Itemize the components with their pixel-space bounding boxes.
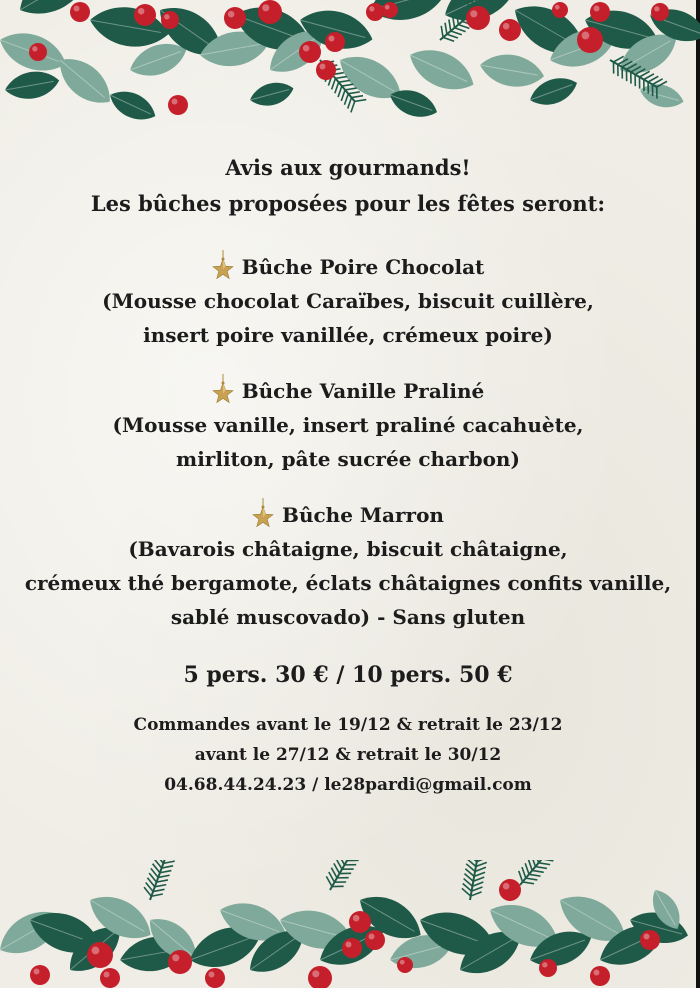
buche-name-text: Bûche Marron xyxy=(282,503,444,527)
holly-berry-icon xyxy=(168,95,188,115)
pine-sprig-icon xyxy=(321,860,371,895)
berry-highlight xyxy=(503,23,510,30)
gold-star-ornament-icon xyxy=(212,250,234,280)
berry-highlight xyxy=(312,970,319,977)
holly-berry-icon xyxy=(325,32,345,52)
berry-highlight xyxy=(555,5,560,10)
berry-highlight xyxy=(346,942,352,948)
holly-berry-icon xyxy=(651,3,669,21)
berry-highlight xyxy=(644,934,650,940)
holly-berry-icon xyxy=(100,968,120,988)
holly-berry-icon xyxy=(224,7,246,29)
berry-highlight xyxy=(320,64,326,70)
intro-heading xyxy=(0,150,696,222)
holly-berry-icon xyxy=(499,879,521,901)
buche-name xyxy=(0,250,696,284)
berry-highlight xyxy=(34,969,40,975)
holly-berry-icon xyxy=(365,930,385,950)
holly-berry-icon xyxy=(552,2,568,18)
order-deadline-line-1: Commandes avant le 19/12 & retrait le 23/12 xyxy=(133,715,563,735)
holly-garland-bottom xyxy=(0,860,700,988)
price-line: 5 pers. 30 € / 10 pers. 50 € xyxy=(183,662,513,688)
gold-star-ornament-icon xyxy=(212,374,234,404)
berry-highlight xyxy=(594,970,600,976)
berry-highlight xyxy=(503,883,510,890)
berry-highlight xyxy=(470,10,477,17)
buche-detail-line: (Mousse chocolat Caraïbes, biscuit cuillère, xyxy=(102,289,594,313)
holly-berry-icon xyxy=(397,957,413,973)
berry-highlight xyxy=(172,99,178,105)
order-deadline-line-2: avant le 27/12 & retrait le 30/12 xyxy=(194,745,502,765)
holly-berry-icon xyxy=(640,930,660,950)
holly-berry-icon xyxy=(30,965,50,985)
berry-highlight xyxy=(262,4,269,11)
berry-highlight xyxy=(369,6,374,11)
buche-detail-line: insert poire vanillée, crémeux poire) xyxy=(143,323,553,347)
buche-detail-line: mirliton, pâte sucrée charbon) xyxy=(176,447,520,471)
pine-sprig-icon xyxy=(460,860,490,902)
holly-berry-icon xyxy=(308,966,332,988)
holly-berry-icon xyxy=(577,27,603,53)
contact-line: 04.68.44.24.23 / le28pardi@gmail.com xyxy=(164,775,532,795)
buche-name xyxy=(0,498,696,532)
holly-berry-icon xyxy=(342,938,362,958)
berry-highlight xyxy=(164,14,169,19)
berry-highlight xyxy=(303,45,310,52)
holly-berry-icon xyxy=(590,2,610,22)
holly-berry-icon xyxy=(161,11,179,29)
holly-berry-icon xyxy=(134,4,156,26)
holly-berry-icon xyxy=(258,0,282,24)
berry-highlight xyxy=(329,36,335,42)
berry-highlight xyxy=(74,6,80,12)
berry-highlight xyxy=(400,960,405,965)
berry-highlight xyxy=(32,46,37,51)
buche-name-text: Bûche Vanille Praliné xyxy=(241,379,485,403)
buche-item xyxy=(0,498,696,634)
berry-highlight xyxy=(172,954,179,961)
intro-line-2: Les bûches proposées pour les fêtes seront: xyxy=(90,191,606,216)
berry-highlight xyxy=(228,11,235,18)
berry-highlight xyxy=(369,934,375,940)
berry-highlight xyxy=(582,32,590,40)
holly-berry-icon xyxy=(168,950,192,974)
flyer-content xyxy=(0,150,696,800)
holly-garland-top xyxy=(0,0,700,140)
gold-star-ornament-icon xyxy=(252,498,274,528)
berry-highlight xyxy=(104,972,110,978)
berry-highlight xyxy=(654,6,659,11)
buche-detail-line: sablé muscovado) - Sans gluten xyxy=(170,605,526,629)
berry-highlight xyxy=(353,915,360,922)
buche-name-text: Bûche Poire Chocolat xyxy=(241,255,485,279)
holly-berry-icon xyxy=(70,2,90,22)
holly-berry-icon xyxy=(29,43,47,61)
order-info xyxy=(0,710,696,800)
holly-berry-icon xyxy=(205,968,225,988)
buche-item xyxy=(0,374,696,476)
berry-highlight xyxy=(138,8,145,15)
buche-item xyxy=(0,250,696,352)
holly-berry-icon xyxy=(299,41,321,63)
intro-line-1: Avis aux gourmands! xyxy=(225,155,471,180)
holly-berry-icon xyxy=(499,19,521,41)
holly-berry-icon xyxy=(316,60,336,80)
holly-berry-icon xyxy=(366,3,384,21)
pine-sprig-icon xyxy=(141,860,185,903)
berry-highlight xyxy=(385,5,390,10)
buche-detail-line: (Mousse vanille, insert praliné cacahuète, xyxy=(112,413,584,437)
buche-name xyxy=(0,374,696,408)
berry-highlight xyxy=(92,947,100,955)
right-edge-border xyxy=(696,0,700,988)
holly-berry-icon xyxy=(539,959,557,977)
holly-berry-icon xyxy=(87,942,113,968)
berry-highlight xyxy=(209,972,215,978)
pine-sprig-icon xyxy=(512,860,569,891)
berry-highlight xyxy=(542,962,547,967)
buche-detail-line: crémeux thé bergamote, éclats châtaignes confits vanille, xyxy=(24,571,672,595)
buche-detail-line: (Bavarois châtaigne, biscuit châtaigne, xyxy=(128,537,568,561)
holly-berry-icon xyxy=(590,966,610,986)
holly-berry-icon xyxy=(382,2,398,18)
holly-berry-icon xyxy=(349,911,371,933)
holly-berry-icon xyxy=(466,6,490,30)
berry-highlight xyxy=(594,6,600,12)
